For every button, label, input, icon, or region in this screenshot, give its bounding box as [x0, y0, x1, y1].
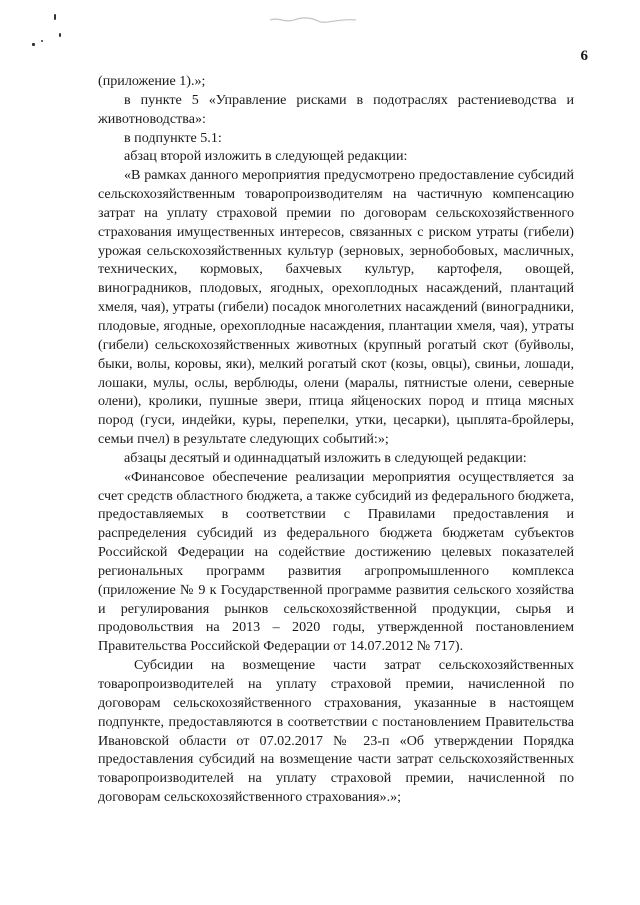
paragraph-abzac-ten-eleven-intro: абзацы десятый и одиннадцатый изложить в следующей редакции: [124, 449, 527, 466]
paragraph-appendix-ref: (приложение 1).»; [98, 73, 206, 89]
page-number: 6 [580, 48, 588, 64]
paragraph-subsidies-procedure: Субсидии на возмещение части затрат сельскохозяйственных товаропроизводителей на уплату страховой премии, начисленной по договорам сельскохозяйственного страхования, указанные в настоящем подпункте, предоставляются в соответствии с постановлением Правительства Ивановской области от 07.02.2017 № 23-п «Об утверждении Порядка предоставления субсидий на возмещение части затрат сельскохозяйственных товаропроизводителей на уплату страховой премии, начисленной по договорам сельскохозяйственного страхования».»; [98, 657, 574, 806]
paragraph-abzac-two-intro: абзац второй изложить в следующей редакции: [124, 148, 408, 165]
document-body [98, 72, 574, 807]
paragraph-insurance-scope: «В рамках данного мероприятия предусмотрено предоставление субсидий сельскохозяйственным товаропроизводителям на частичную компенсацию затрат на уплату страховой премии по договорам сельскохозяйственного страхования имущественных интересов, связанных с риском утраты (гибели) урожая сельскохозяйственных культур (зерновых, зернобобовых, масличных, технических, кормовых, бахчевых культур, картофеля, овощей, виноградников, плодовых, ягодных, орехоплодных насаждений, плантаций хмеля, чая), утраты (гибели) посадок многолетних насаждений (виноградники, плодовые, ягодные, орехоплодные насаждения, плантации хмеля, чая), утраты (гибели) сельскохозяйственных животных (крупный рогатый скот (буйволы, быки, волы, коровы, яки), мелкий рогатый скот (козы, овцы), свиньи, лошади, лошаки, мулы, ослы, верблюды, олени (маралы, пятнистые олени, северные олени), кролики, пушные звери, птица яйценоских пород и птица мясных пород (гуси, индейки, куры, перепелки, утки, цесарки), цыплята-бройлеры, семьи пчел) в результате следующих событий:»; [98, 167, 574, 448]
paragraph-financing: «Финансовое обеспечение реализации мероприятия осуществляется за счет средств областного бюджета, а также субсидий из федерального бюджета, предоставляемых в соответствии с Правилами предоставления и распределения субсидий из федерального бюджета бюджетам субъектов Российской Федерации на содействие достижению целевых показателей региональных программ развития агропромышленного комплекса (приложение № 9 к Государственной программе развития сельского хозяйства и регулирования рынков сельскохозяйственной продукции, сырья и продовольствия на 2013 – 2020 годы, утвержденной постановлением Правительства Российской Федерации от 14.07.2012 № 717). [98, 468, 574, 655]
scan-artifact [41, 40, 43, 42]
scan-artifact [32, 43, 35, 46]
scan-artifact [59, 33, 61, 37]
registration-stamp-mark [268, 12, 358, 22]
paragraph-subitem-5-1: в подпункте 5.1: [124, 129, 222, 146]
paragraph-item5-intro: в пункте 5 «Управление рисками в подотраслях растениеводства и животноводства»: [98, 91, 574, 127]
scan-artifact [54, 14, 56, 20]
